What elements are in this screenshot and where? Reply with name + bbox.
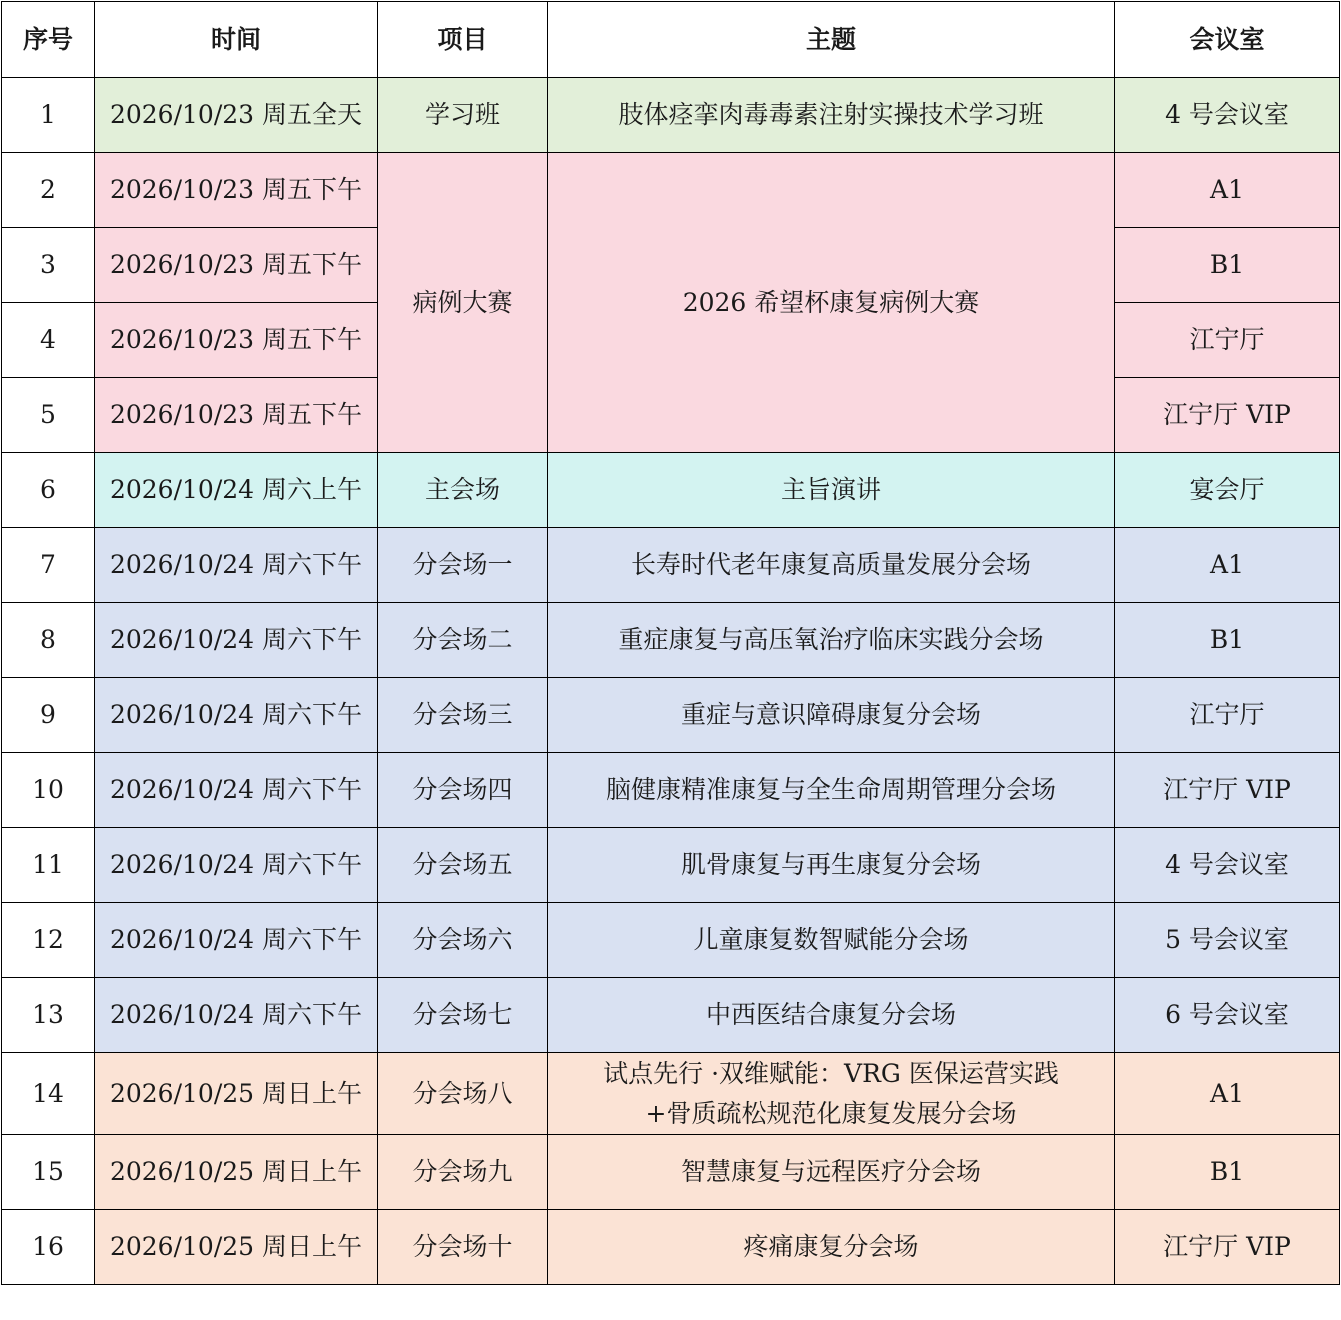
schedule-table bbox=[1, 1, 1340, 1285]
row-theme: 智慧康复与远程医疗分会场 bbox=[548, 1135, 1115, 1210]
row-project: 分会场六 bbox=[378, 903, 548, 978]
header-room: 会议室 bbox=[1115, 2, 1340, 78]
row-index: 11 bbox=[2, 828, 95, 903]
row-room: B1 bbox=[1115, 603, 1340, 678]
row-time: 2026/10/24 周六下午 bbox=[95, 978, 378, 1053]
row-time: 2026/10/24 周六下午 bbox=[95, 603, 378, 678]
row-room: 江宁厅 VIP bbox=[1115, 1210, 1340, 1285]
table-row bbox=[2, 78, 1340, 153]
row-room: 江宁厅 VIP bbox=[1115, 753, 1340, 828]
row-index: 14 bbox=[2, 1053, 95, 1135]
row-project: 分会场二 bbox=[378, 603, 548, 678]
row-time: 2026/10/24 周六下午 bbox=[95, 828, 378, 903]
row-project: 学习班 bbox=[378, 78, 548, 153]
row-project: 分会场五 bbox=[378, 828, 548, 903]
row-index: 1 bbox=[2, 78, 95, 153]
row-room: 江宁厅 VIP bbox=[1115, 378, 1340, 453]
row-theme-line-1: 试点先行 ·双维赋能：VRG 医保运营实践 bbox=[603, 1058, 1059, 1088]
row-index: 6 bbox=[2, 453, 95, 528]
row-time: 2026/10/24 周六下午 bbox=[95, 528, 378, 603]
row-project: 分会场四 bbox=[378, 753, 548, 828]
row-time: 2026/10/23 周五下午 bbox=[95, 153, 378, 228]
row-room: 4 号会议室 bbox=[1115, 78, 1340, 153]
row-time: 2026/10/25 周日上午 bbox=[95, 1135, 378, 1210]
row-time: 2026/10/23 周五全天 bbox=[95, 78, 378, 153]
row-theme: 重症与意识障碍康复分会场 bbox=[548, 678, 1115, 753]
row-index: 10 bbox=[2, 753, 95, 828]
table-row bbox=[2, 1135, 1340, 1210]
row-room: 江宁厅 bbox=[1115, 303, 1340, 378]
row-theme: 长寿时代老年康复高质量发展分会场 bbox=[548, 528, 1115, 603]
row-room: B1 bbox=[1115, 228, 1340, 303]
row-theme: 重症康复与高压氧治疗临床实践分会场 bbox=[548, 603, 1115, 678]
row-room: 4 号会议室 bbox=[1115, 828, 1340, 903]
row-room: A1 bbox=[1115, 528, 1340, 603]
table-row bbox=[2, 678, 1340, 753]
row-theme: 脑健康精准康复与全生命周期管理分会场 bbox=[548, 753, 1115, 828]
table-row bbox=[2, 903, 1340, 978]
row-index: 7 bbox=[2, 528, 95, 603]
row-room: B1 bbox=[1115, 1135, 1340, 1210]
row-room: 宴会厅 bbox=[1115, 453, 1340, 528]
table-row bbox=[2, 153, 1340, 228]
row-index: 16 bbox=[2, 1210, 95, 1285]
row-index: 9 bbox=[2, 678, 95, 753]
table-row bbox=[2, 603, 1340, 678]
header-theme: 主题 bbox=[548, 2, 1115, 78]
row-theme: 中西医结合康复分会场 bbox=[548, 978, 1115, 1053]
row-index: 13 bbox=[2, 978, 95, 1053]
row-room: 江宁厅 bbox=[1115, 678, 1340, 753]
row-theme: 肢体痉挛肉毒毒素注射实操技术学习班 bbox=[548, 78, 1115, 153]
table-row bbox=[2, 978, 1340, 1053]
table-row bbox=[2, 453, 1340, 528]
row-theme: 疼痛康复分会场 bbox=[548, 1210, 1115, 1285]
row-time: 2026/10/23 周五下午 bbox=[95, 228, 378, 303]
table-row bbox=[2, 1053, 1340, 1135]
row-theme: 儿童康复数智赋能分会场 bbox=[548, 903, 1115, 978]
table-row bbox=[2, 753, 1340, 828]
row-time: 2026/10/25 周日上午 bbox=[95, 1053, 378, 1135]
row-room: A1 bbox=[1115, 153, 1340, 228]
row-project: 病例大赛 bbox=[378, 153, 548, 453]
row-project: 分会场八 bbox=[378, 1053, 548, 1135]
row-room: A1 bbox=[1115, 1053, 1340, 1135]
header-project: 项目 bbox=[378, 2, 548, 78]
row-time: 2026/10/25 周日上午 bbox=[95, 1210, 378, 1285]
row-project: 分会场九 bbox=[378, 1135, 548, 1210]
table-row bbox=[2, 828, 1340, 903]
row-project: 主会场 bbox=[378, 453, 548, 528]
row-index: 3 bbox=[2, 228, 95, 303]
row-project: 分会场一 bbox=[378, 528, 548, 603]
row-index: 15 bbox=[2, 1135, 95, 1210]
row-index: 2 bbox=[2, 153, 95, 228]
row-theme: 2026 希望杯康复病例大赛 bbox=[548, 153, 1115, 453]
row-project: 分会场十 bbox=[378, 1210, 548, 1285]
row-time: 2026/10/24 周六下午 bbox=[95, 753, 378, 828]
header-index: 序号 bbox=[2, 2, 95, 78]
row-theme bbox=[548, 1053, 1115, 1135]
row-room: 5 号会议室 bbox=[1115, 903, 1340, 978]
row-room: 6 号会议室 bbox=[1115, 978, 1340, 1053]
table-row bbox=[2, 528, 1340, 603]
row-index: 8 bbox=[2, 603, 95, 678]
row-project: 分会场七 bbox=[378, 978, 548, 1053]
row-time: 2026/10/24 周六上午 bbox=[95, 453, 378, 528]
header-time: 时间 bbox=[95, 2, 378, 78]
table-header-row bbox=[2, 2, 1340, 78]
row-index: 4 bbox=[2, 303, 95, 378]
row-time: 2026/10/24 周六下午 bbox=[95, 903, 378, 978]
row-time: 2026/10/24 周六下午 bbox=[95, 678, 378, 753]
row-theme: 肌骨康复与再生康复分会场 bbox=[548, 828, 1115, 903]
row-time: 2026/10/23 周五下午 bbox=[95, 303, 378, 378]
row-theme-line-2: +骨质疏松规范化康复发展分会场 bbox=[645, 1098, 1017, 1128]
row-index: 12 bbox=[2, 903, 95, 978]
row-index: 5 bbox=[2, 378, 95, 453]
row-theme: 主旨演讲 bbox=[548, 453, 1115, 528]
row-time: 2026/10/23 周五下午 bbox=[95, 378, 378, 453]
row-project: 分会场三 bbox=[378, 678, 548, 753]
table-row bbox=[2, 1210, 1340, 1285]
